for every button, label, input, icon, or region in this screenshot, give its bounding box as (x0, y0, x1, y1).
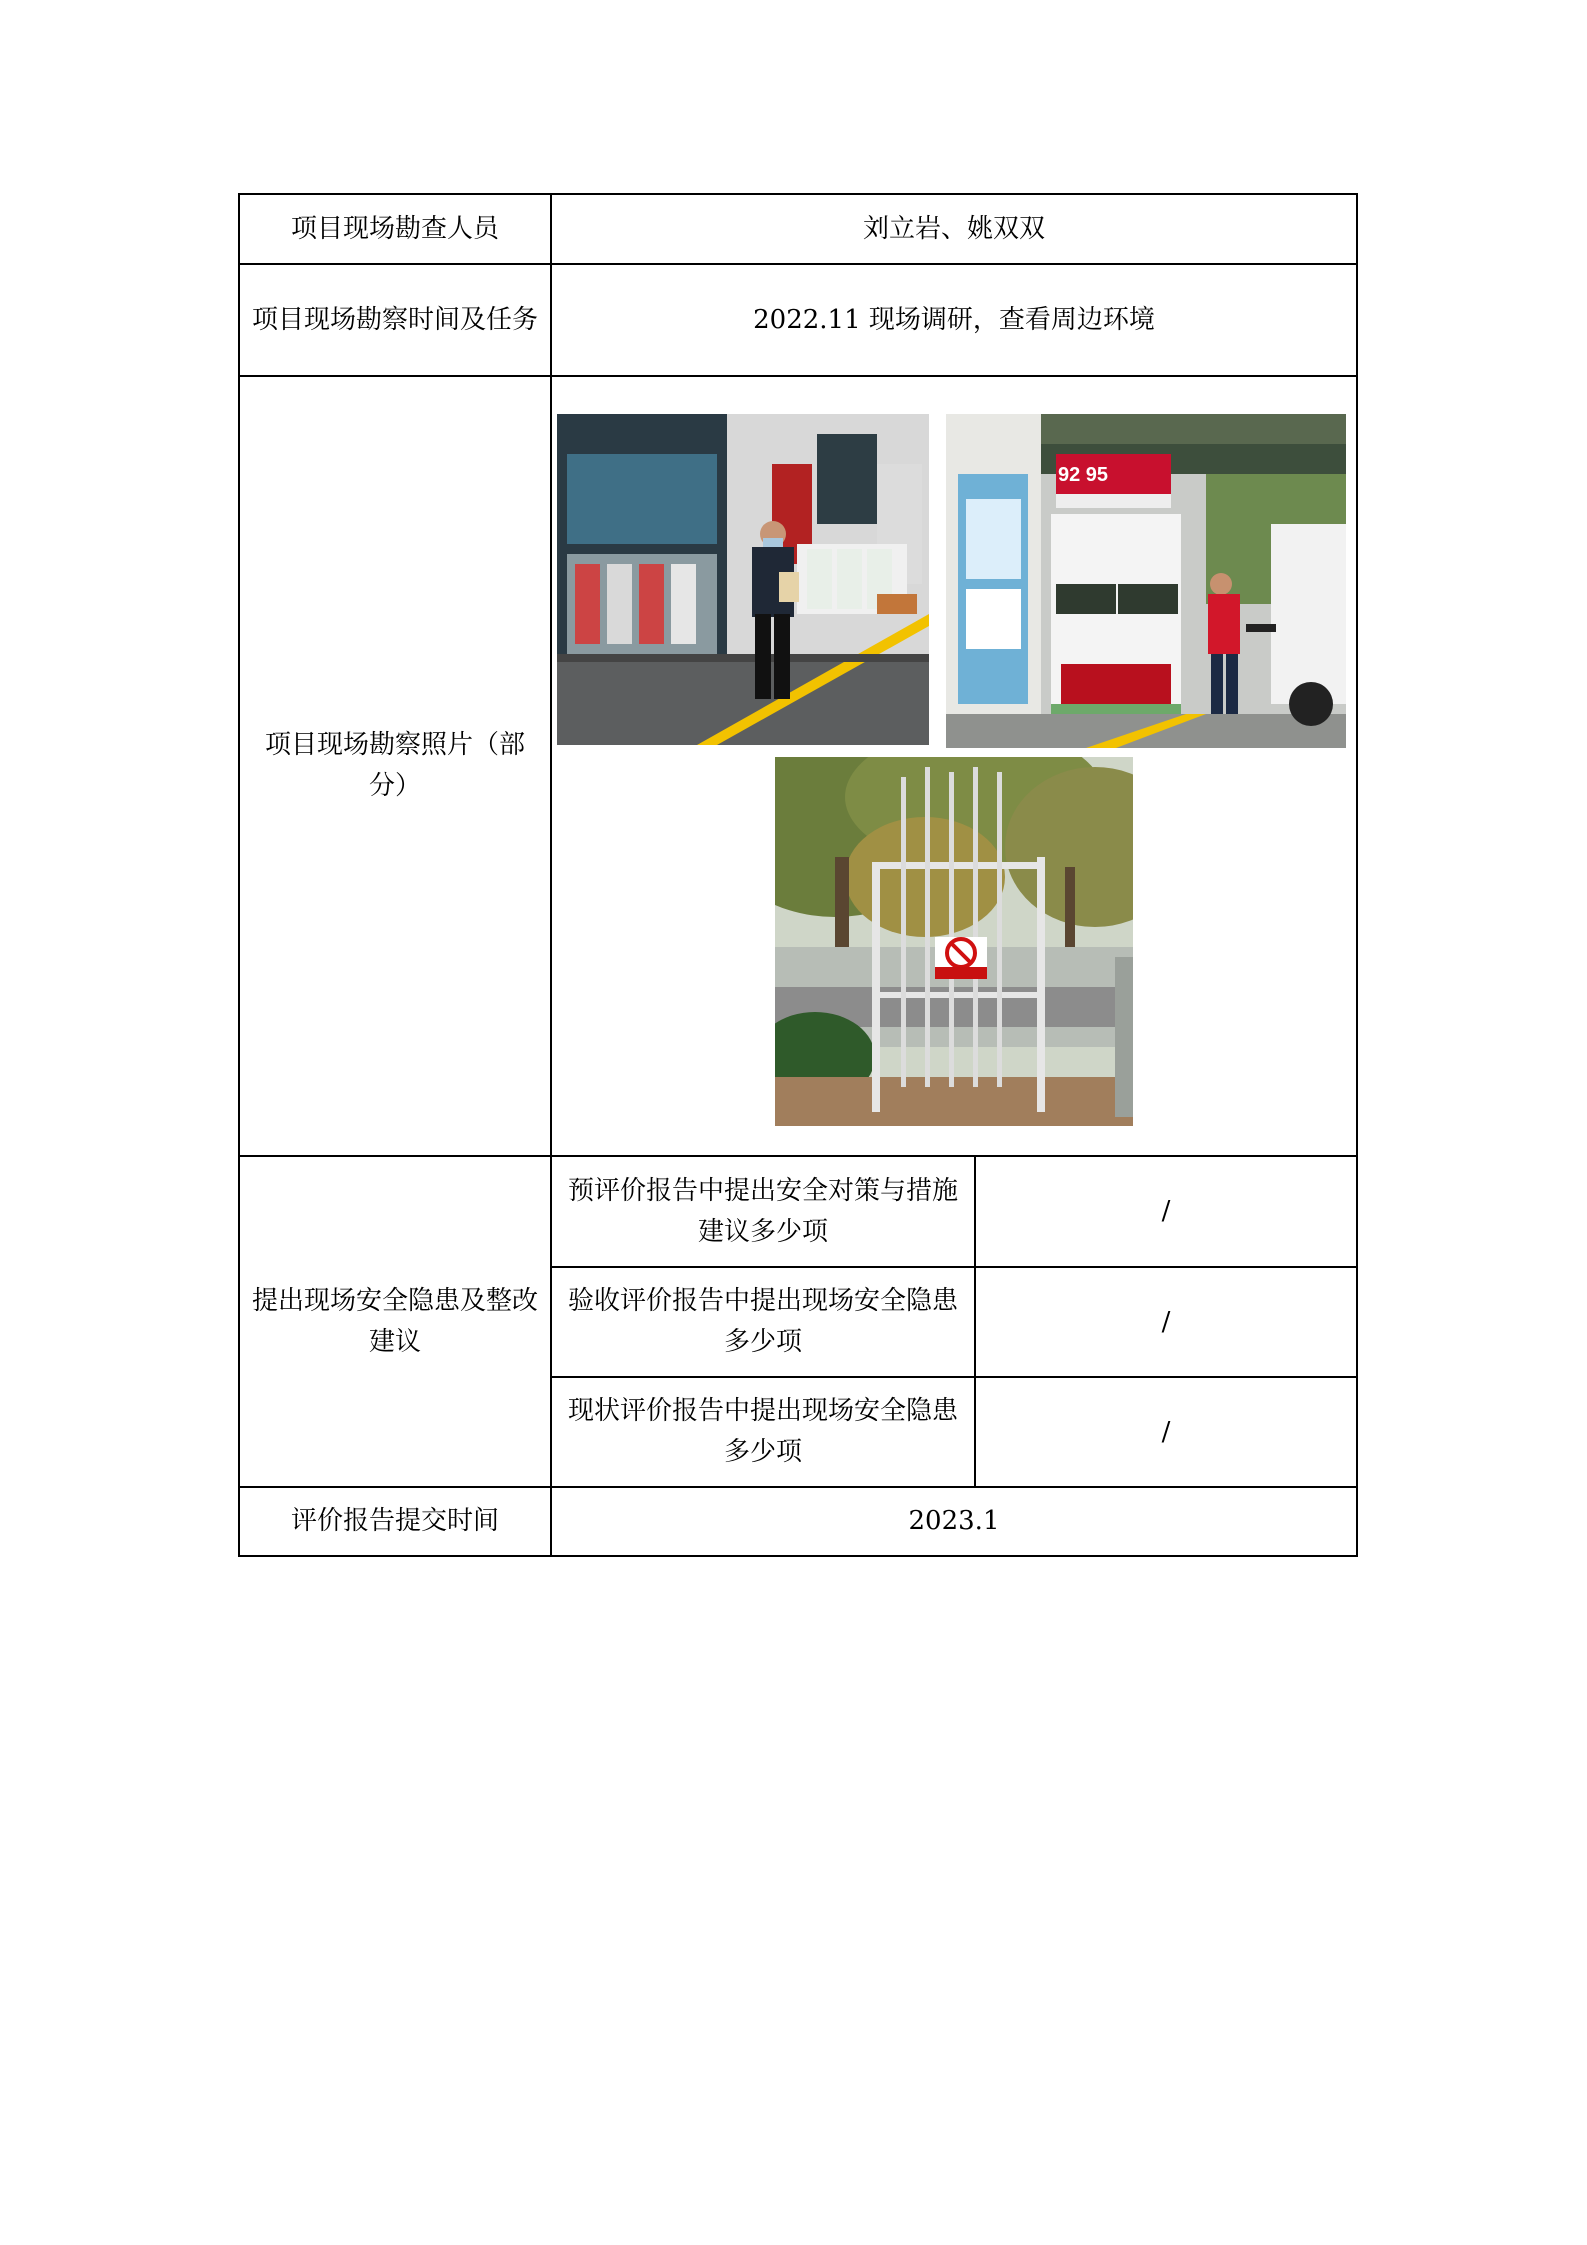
photo-vent-pipes (775, 757, 1133, 1126)
hazard-question-2: 验收评价报告中提出现场安全隐患多少项 (551, 1267, 975, 1377)
row-survey-time (239, 264, 1357, 376)
photo-surveyor-at-store (557, 414, 929, 745)
hazard-answer-1: / (975, 1156, 1357, 1267)
submit-time-label: 评价报告提交时间 (239, 1487, 551, 1556)
hazard-question-1: 预评价报告中提出安全对策与措施建议多少项 (551, 1156, 975, 1267)
photos-cell (551, 376, 1357, 1156)
hazard-answer-2: / (975, 1267, 1357, 1377)
hazards-label: 提出现场安全隐患及整改建议 (239, 1156, 551, 1487)
submit-time-value: 2023.1 (551, 1487, 1357, 1556)
row-photos (239, 376, 1357, 1156)
personnel-label: 项目现场勘查人员 (239, 194, 551, 264)
personnel-value: 刘立岩、姚双双 (551, 194, 1357, 264)
photo-fuel-dispenser (946, 414, 1346, 748)
pump-grade-sign: 92 95 (1058, 464, 1109, 486)
row-hazard-1 (239, 1156, 1357, 1267)
survey-table (238, 193, 1358, 1557)
hazard-question-3: 现状评价报告中提出现场安全隐患多少项 (551, 1377, 975, 1487)
survey-time-value: 2022.11 现场调研，查看周边环境 (551, 264, 1357, 376)
survey-time-label: 项目现场勘察时间及任务 (239, 264, 551, 376)
hazard-answer-3: / (975, 1377, 1357, 1487)
photos-label: 项目现场勘察照片（部分） (239, 376, 551, 1156)
row-submit-time (239, 1487, 1357, 1556)
row-personnel (239, 194, 1357, 264)
